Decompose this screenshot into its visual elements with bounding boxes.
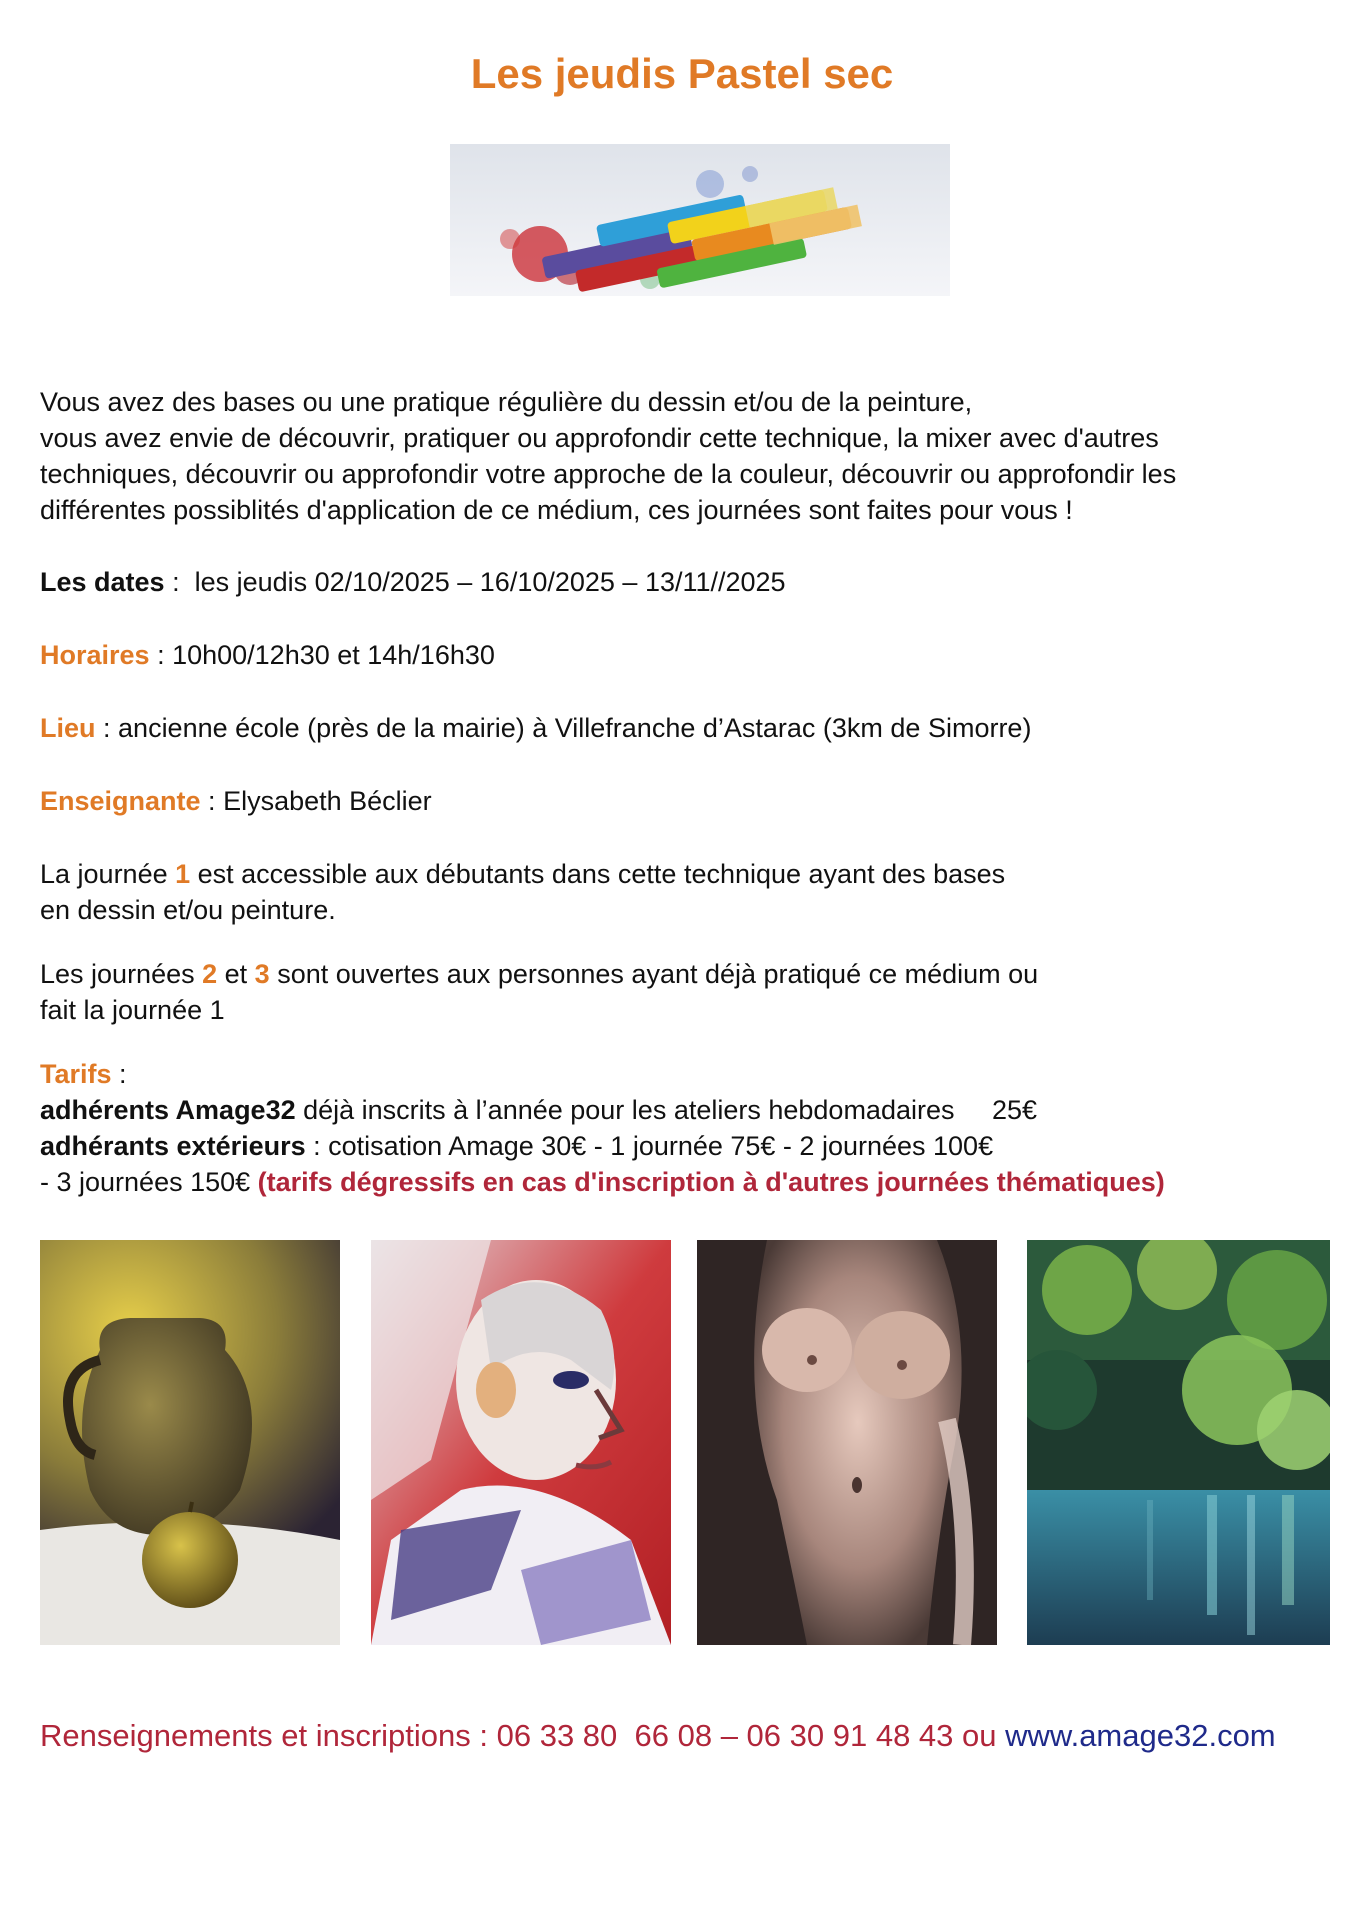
- tarifs-line2-bold: adhérants extérieurs: [40, 1131, 306, 1161]
- journees23-post: sont ouvertes aux personnes ayant déjà pratiqué ce médium ou: [269, 959, 1039, 989]
- journees23-paragraph: [40, 956, 1038, 1028]
- lieu-sep: :: [95, 713, 119, 743]
- tarifs-line3-rest: - 3 journées 150€: [40, 1167, 258, 1197]
- journee1-line2: en dessin et/ou peinture.: [40, 895, 336, 925]
- journee1-num: 1: [175, 859, 191, 889]
- page-title: Les jeudis Pastel sec: [470, 50, 894, 97]
- enseignante-value: Elysabeth Béclier: [223, 786, 432, 816]
- journees23-num-a: 2: [202, 959, 218, 989]
- horaires-value: 10h00/12h30 et 14h/16h30: [172, 640, 495, 670]
- enseignante-row: [40, 783, 432, 819]
- journee1-post: est accessible aux débutants dans cette technique ayant des bases: [190, 859, 1006, 889]
- journees23-mid: et: [217, 959, 255, 989]
- intro-line: Vous avez des bases ou une pratique régulière du dessin et/ou de la peinture,: [40, 387, 973, 417]
- contact-line: [40, 1718, 1276, 1754]
- lieu-value: ancienne école (près de la mairie) à Villefranche d’Astarac (3km de Simorre): [118, 713, 1032, 743]
- dates-value: les jeudis 02/10/2025 – 16/10/2025 – 13/11//2025: [194, 567, 786, 597]
- journees23-pre: Les journées: [40, 959, 203, 989]
- lieu-label: Lieu: [40, 713, 96, 743]
- dates-label: Les dates: [40, 567, 165, 597]
- website-link[interactable]: www.amage32.com: [1005, 1718, 1276, 1753]
- dates-sep: :: [164, 567, 195, 597]
- journee1-pre: La journée: [40, 859, 176, 889]
- intro-line: vous avez envie de découvrir, pratiquer ou approfondir cette technique, la mixer avec d'autres: [40, 423, 1159, 453]
- tarifs-label: Tarifs: [40, 1059, 112, 1089]
- contact-text: Renseignements et inscriptions : 06 33 80 66 08 – 06 30 91 48 43 ou: [40, 1718, 1006, 1753]
- portrait-painting: [371, 1240, 671, 1645]
- lieu-row: [40, 710, 1031, 746]
- intro-paragraph: [40, 384, 1330, 528]
- horaires-label: Horaires: [40, 640, 150, 670]
- enseignante-sep: :: [200, 786, 224, 816]
- tarifs-line3-red: (tarifs dégressifs en cas d'inscription à d'autres journées thématiques): [257, 1167, 1165, 1197]
- horaires-sep: :: [149, 640, 173, 670]
- intro-line: techniques, découvrir ou approfondir votre approche de la couleur, découvrir ou approfondir les: [40, 459, 1177, 489]
- tarifs-sep: :: [111, 1059, 127, 1089]
- tarifs-line1-bold: adhérents Amage32: [40, 1095, 296, 1125]
- still-life-jug-painting: [40, 1240, 340, 1645]
- tarifs-line2-rest: : cotisation Amage 30€ - 1 journée 75€ - 2 journées 100€: [305, 1131, 994, 1161]
- journee1-paragraph: [40, 856, 1005, 928]
- tarifs-line1-rest: déjà inscrits à l’année pour les ateliers hebdomadaires 25€: [295, 1095, 1038, 1125]
- enseignante-label: Enseignante: [40, 786, 201, 816]
- pastel-sticks-photo: [450, 144, 950, 296]
- intro-line: différentes possiblités d'application de ce médium, ces journées sont faites pour vous !: [40, 495, 1073, 525]
- dates-row: [40, 564, 786, 600]
- horaires-row: [40, 637, 495, 673]
- nude-torso-drawing: [697, 1240, 997, 1645]
- tarifs-block: [40, 1056, 1165, 1200]
- journees23-line2: fait la journée 1: [40, 995, 225, 1025]
- journees23-num-b: 3: [254, 959, 270, 989]
- lake-landscape-painting: [1027, 1240, 1330, 1645]
